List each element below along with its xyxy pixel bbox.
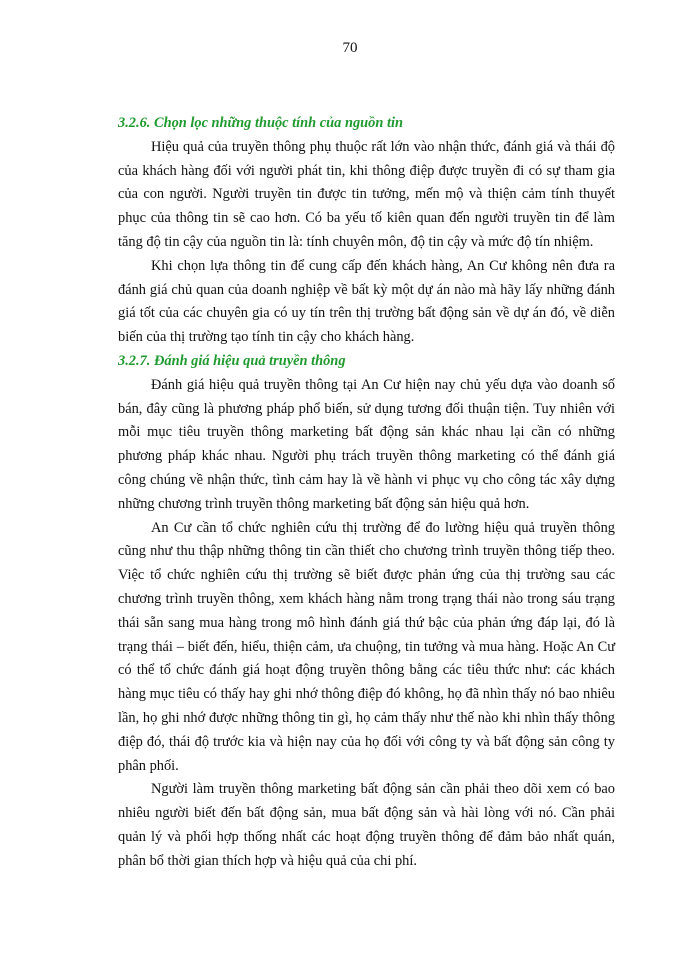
paragraph: An Cư cần tổ chức nghiên cứu thị trường để đo lường hiệu quả truyền thông cũng như thu thập những thông tin cần thiết cho chương trình truyền thông tiếp theo. Việc tổ chức nghiên cứu thị trường sẽ biết được phản ứng của thị trường sau các chương trình truyền thông, xem khách hàng nằm trong trạng thái nào trong sáu trạng thái sẵn sang mua hàng trong mô hình đánh giá thứ bậc của phản ứng đáp lại, đó là trạng thái – biết đến, hiểu, thiện cảm, ưa chuộng, tin tưởng và mua hàng. Hoặc An Cư có thể tổ chức đánh giá hoạt động truyền thông bằng các tiêu thức như: các khách hàng mục tiêu có thấy hay ghi nhớ thông điệp đó không, họ đã nhìn thấy nó bao nhiêu lần, họ ghi nhớ được những thông tin gì, họ cảm thấy như thế nào khi nhìn thấy thông điệp đó, thái độ trước kia và hiện nay của họ đối với công ty và bất động sản công ty phân phối. [118,519,615,774]
section-3-2-6 [118,112,615,350]
document-body [118,112,615,874]
section-3-2-7 [118,350,615,874]
section-heading: 3.2.6. Chọn lọc những thuộc tính của nguồn tin [118,115,403,131]
paragraph: Người làm truyền thông marketing bất động sản cần phải theo dõi xem có bao nhiêu người biết đến bất động sản, mua bất động sản và hài lòng với nó. Cần phải quản lý và phối hợp thống nhất các hoạt động truyền thông để đảm bảo nhất quán, phân bổ thời gian thích hợp và hiệu quả của chi phí. [118,781,615,869]
paragraph: Khi chọn lựa thông tin để cung cấp đến khách hàng, An Cư không nên đưa ra đánh giá chủ quan của doanh nghiệp về bất kỳ một dự án nào mà hãy lấy những đánh giá tốt của các chuyên gia có uy tín trên thị trường bất động sản về dự án đó, về diễn biến của thị trường tạo tính tin cậy cho khách hàng. [118,257,615,346]
paragraph: Đánh giá hiệu quả truyền thông tại An Cư hiện nay chủ yếu dựa vào doanh số bán, đây cũng là phương pháp phổ biến, sử dụng tương đối thuận tiện. Tuy nhiên với mỗi mục tiêu truyền thông marketing bất động sản khác nhau lại cần có những phương pháp khác nhau. Người phụ trách truyền thông marketing có thể đánh giá công chúng về nhận thức, tình cảm hay là về hành vi phục vụ cho công tác xây dựng những chương trình truyền thông marketing bất động sản hiệu quả hơn. [118,376,615,512]
paragraph: Hiệu quả của truyền thông phụ thuộc rất lớn vào nhận thức, đánh giá và thái độ của khách hàng đối với người phát tin, khi thông điệp được truyền đi có sự tham gia của con người. Người truyền tin được tin tưởng, mến mộ và thiện cảm tính thuyết phục của thông tin sẽ cao hơn. Có ba yếu tố kiên quan đến người truyền tin để làm tăng độ tin cậy của nguồn tin là: tính chuyên môn, độ tin cậy và mức độ tín nhiệm. [118,138,615,250]
section-heading: 3.2.7. Đánh giá hiệu quả truyền thông [118,352,346,369]
page-number: 70 [342,40,358,56]
